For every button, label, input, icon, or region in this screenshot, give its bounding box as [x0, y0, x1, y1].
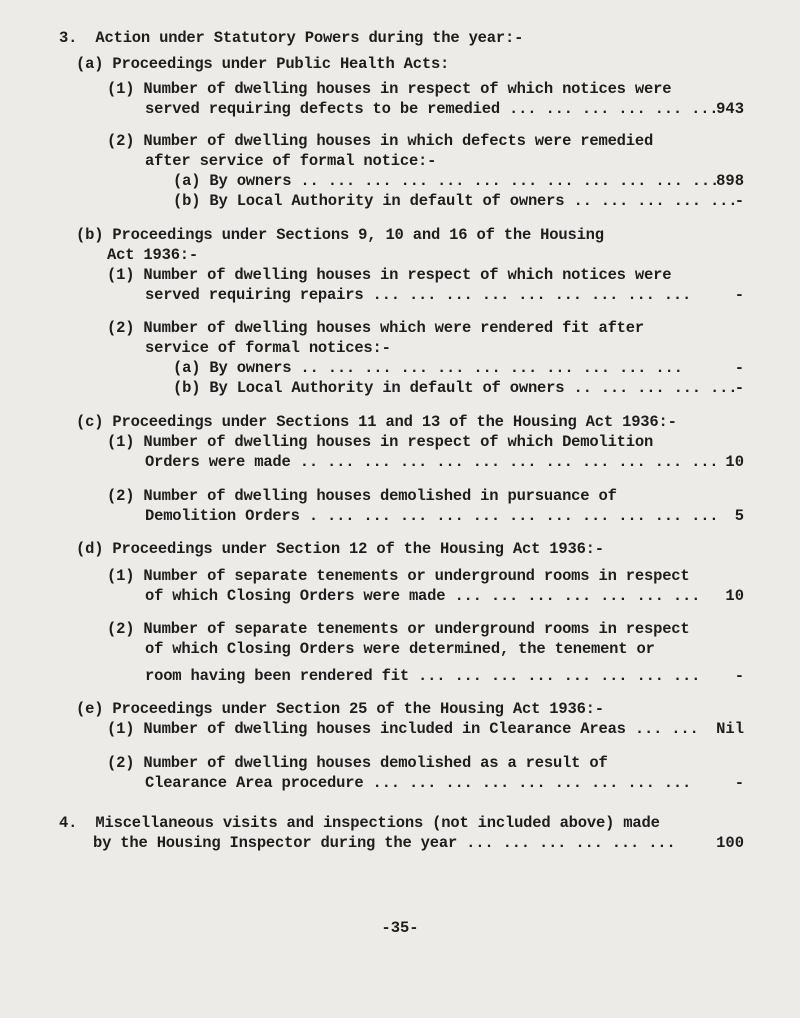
c2-line1: (2) Number of dwelling houses demolished in pursuance of: [107, 487, 617, 505]
e1-value: Nil: [716, 720, 744, 738]
c2-line2: Demolition Orders . ... ... ... ... ... ... ... ... ... ... ...: [145, 507, 719, 525]
b2-sub-a-value: -: [734, 359, 744, 377]
a2-line1: (2) Number of dwelling houses in which defects were remedied: [107, 132, 654, 150]
subsection-d-heading: (d) Proceedings under Section 12 of the Housing Act 1936:-: [76, 540, 604, 558]
subsection-c-heading: (c) Proceedings under Sections 11 and 13 of the Housing Act 1936:-: [76, 413, 677, 431]
a2-sub-a-value: 898: [716, 172, 744, 190]
a2-sub-b: (b) By Local Authority in default of owners .. ... ... ... ...: [173, 192, 738, 210]
subsection-b-heading-line2: Act 1936:-: [107, 246, 199, 264]
c1-value: 10: [725, 453, 744, 471]
e2-line1: (2) Number of dwelling houses demolished as a result of: [107, 754, 608, 772]
d2-line2: of which Closing Orders were determined, the tenement or: [145, 640, 655, 658]
d1-line2: of which Closing Orders were made ... ... ... ... ... ... ...: [145, 587, 701, 605]
subsection-e-heading: (e) Proceedings under Section 25 of the Housing Act 1936:-: [76, 700, 604, 718]
b2-sub-a: (a) By owners .. ... ... ... ... ... ... ... ... ... ...: [173, 359, 683, 377]
a1-value: 943: [716, 100, 744, 118]
d1-value: 10: [725, 587, 744, 605]
d2-line1: (2) Number of separate tenements or underground rooms in respect: [107, 620, 690, 638]
c2-value: 5: [734, 507, 744, 525]
a2-sub-a: (a) By owners .. ... ... ... ... ... ... ... ... ... ... ...: [173, 172, 720, 190]
page-number: -35-: [381, 919, 419, 937]
b1-value: -: [734, 286, 744, 304]
section-3-heading: 3. Action under Statutory Powers during the year:-: [59, 29, 524, 47]
b2-sub-b-value: -: [734, 379, 744, 397]
c1-line1: (1) Number of dwelling houses in respect of which Demolition: [107, 433, 654, 451]
a2-sub-b-value: -: [734, 192, 744, 210]
subsection-b-heading-line1: (b) Proceedings under Sections 9, 10 and 16 of the Housing: [76, 226, 604, 244]
a2-line2: after service of formal notice:-: [145, 152, 437, 170]
section-4-line2: by the Housing Inspector during the year ... ... ... ... ... ...: [93, 834, 676, 852]
d2-value: -: [734, 667, 744, 685]
a1-line2: served requiring defects to be remedied ... ... ... ... ... ...: [145, 100, 719, 118]
e2-line2: Clearance Area procedure ... ... ... ... ... ... ... ... ...: [145, 774, 692, 792]
b2-line2: service of formal notices:-: [145, 339, 391, 357]
b1-line1: (1) Number of dwelling houses in respect of which notices were: [107, 266, 672, 284]
c1-line2: Orders were made .. ... ... ... ... ... ... ... ... ... ... ...: [145, 453, 719, 471]
d2-line3: room having been rendered fit ... ... ... ... ... ... ... ...: [145, 667, 701, 685]
e1-line1: (1) Number of dwelling houses included in Clearance Areas ... ...: [107, 720, 699, 738]
b2-sub-b: (b) By Local Authority in default of owners .. ... ... ... ...: [173, 379, 738, 397]
subsection-a-heading: (a) Proceedings under Public Health Acts:: [76, 55, 450, 73]
section-4-value: 100: [716, 834, 744, 852]
section-4-line1: 4. Miscellaneous visits and inspections (not included above) made: [59, 814, 660, 832]
b2-line1: (2) Number of dwelling houses which were rendered fit after: [107, 319, 644, 337]
a1-line1: (1) Number of dwelling houses in respect of which notices were: [107, 80, 672, 98]
b1-line2: served requiring repairs ... ... ... ... ... ... ... ... ...: [145, 286, 692, 304]
d1-line1: (1) Number of separate tenements or underground rooms in respect: [107, 567, 690, 585]
e2-value: -: [734, 774, 744, 792]
